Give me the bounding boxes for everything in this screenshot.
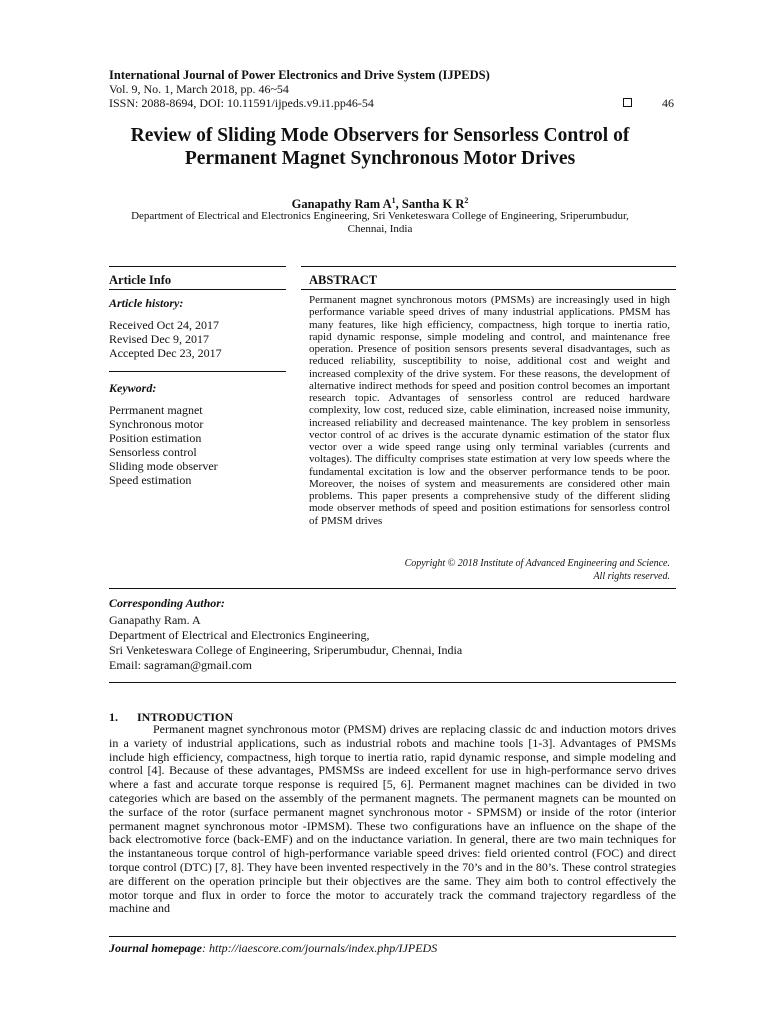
divider (301, 266, 676, 267)
keyword-item: Position estimation (109, 431, 202, 445)
author-1: Ganapathy Ram A (291, 197, 392, 212)
corresponding-dept: Department of Electrical and Electronics Engineering, (109, 628, 370, 642)
history-received: Received Oct 24, 2017 (109, 318, 219, 332)
divider (301, 289, 676, 290)
journal-issn-doi: ISSN: 2088-8694, DOI: 10.11591/ijpeds.v9.i1.pp46-54 (109, 96, 374, 110)
author-1-affil: 1 (391, 196, 396, 205)
author-separator: , (395, 197, 402, 212)
article-history-list (109, 318, 222, 360)
introduction-body (109, 723, 676, 916)
abstract-heading: ABSTRACT (309, 273, 378, 287)
journal-name: International Journal of Power Electronics and Drive System (IJPEDS) (109, 68, 490, 82)
corresponding-name: Ganapathy Ram. A (109, 613, 201, 627)
corresponding-author-heading: Corresponding Author: (109, 596, 225, 610)
journal-volume: Vol. 9, No. 1, March 2018, pp. 46~54 (109, 82, 289, 96)
divider (109, 588, 676, 589)
journal-homepage-link[interactable]: http://iaescore.com/journals/index.php/IJPEDS (209, 941, 438, 955)
keyword-item: Sliding mode observer (109, 459, 218, 473)
affiliation (110, 210, 650, 236)
author-2: Santha K R (401, 197, 465, 212)
corresponding-author-details (109, 613, 462, 673)
title-line-1: Review of Sliding Mode Observers for Sensorless Control of (130, 125, 630, 146)
footer-label: Journal homepage (109, 941, 203, 955)
affiliation-line-1: Department of Electrical and Electronics Engineering, Sri Venketeswara College of Engineering, Sriperumbudur, (131, 210, 629, 222)
corresponding-email[interactable]: Email: sagraman@gmail.com (109, 658, 253, 672)
footer (109, 941, 437, 956)
affiliation-line-2: Chennai, India (347, 223, 413, 235)
article-history-heading: Article history: (109, 296, 184, 310)
keyword-heading: Keyword: (109, 381, 157, 395)
introduction-paragraph: Permanent magnet synchronous motor (PMSM) drives are replacing classic dc and induction motors drives in a variety of industrial applications, such as industrial robots and machine tools [1-3]. Advantages of PMSMs include high efficiency, compactness, high torque to inertia ratio, rapid dynamic response, and simple modeling and control [4]. Because of these advantages, PMSMSs are indeed excellent for use in high-performance servo drives where a fast and accurate torque response is required [5, 6]. Permanent magnet machines can be divided in two categories which are based on the assembly of the permanent magnets. The permanent magnets can be mounted on the surface of the rotor (surface permanent magnet synchronous motor - SPMSM) or inside of the rotor (interior permanent magnet synchronous motor -IPMSM). These two configurations have an influence on the shape of the back electromotive force (back-EMF) and on the inductance variation. In general, there are two main techniques for the instantaneous torque control of high-performance variable speed drives: field oriented control (FOC) and direct torque control (DTC) [7, 8]. They have been invented respectively in the 70’s and in the 80’s. These control strategies are different on the operation principle but their objectives are the same. They aim both to control effectively the motor torque and flux in order to force the motor to accurately track the command trajectory regardless of the machine and (109, 722, 676, 916)
divider (109, 371, 286, 372)
paper-title (80, 124, 680, 170)
history-accepted: Accepted Dec 23, 2017 (109, 346, 222, 360)
page-number: 46 (662, 96, 674, 110)
square-bullet-icon (623, 98, 632, 107)
keyword-item: Sensorless control (109, 445, 197, 459)
section-number: 1. (109, 710, 118, 724)
divider (109, 682, 676, 683)
section-title: INTRODUCTION (137, 710, 234, 724)
abstract-text: Permanent magnet synchronous motors (PMSMs) are increasingly used in high performance variable speed drives of many industrial applications. PMSM has many features, like high efficiency, compactness, high torque to inertia ratio, rapid dynamic response, simple modeling and control, and maintenance free operation. Presence of position sensors presents several disadvantages, such as reduced reliability, susceptibility to noise, additional cost and weight and increased complexity of the drive system. For these reasons, the development of alternative indirect methods for speed and position control becomes an important research topic. Advantages of sensorless control are reduced hardware complexity, low cost, reduced size, cable elimination, increased noise immunity, increased reliability and decreased maintenance. The key problem in sensorless vector control of ac drives is the accurate dynamic estimation of the stator flux vector over a wide speed range using only terminal variables (currents and voltages). The difficulty comprises state estimation at very low speeds where the fundamental excitation is low and the observer performance tends to be poor. Moreover, the noises of system and measurements are considered other main problems. This paper presents a comprehensive study of the different sliding mode observer methods of speed and position estimations for sensorless control of PMSM drives (309, 294, 670, 527)
keyword-item: Perrmanent magnet (109, 403, 203, 417)
keyword-list (109, 403, 218, 487)
history-revised: Revised Dec 9, 2017 (109, 332, 209, 346)
keyword-item: Speed estimation (109, 473, 192, 487)
copyright (309, 557, 670, 583)
keyword-item: Synchronous motor (109, 417, 204, 431)
copyright-line-1: Copyright © 2018 Institute of Advanced Engineering and Science. (404, 558, 670, 569)
footer-divider (109, 936, 676, 937)
corresponding-college: Sri Venketeswara College of Engineering, Sriperumbudur, Chennai, India (109, 643, 463, 657)
divider (109, 289, 286, 290)
divider (109, 266, 286, 267)
copyright-line-2: All rights reserved. (593, 571, 670, 582)
footer-colon: : (202, 941, 210, 955)
author-2-affil: 2 (464, 196, 469, 205)
article-info-heading: Article Info (109, 273, 172, 287)
title-line-2: Permanent Magnet Synchronous Motor Drives (184, 148, 576, 169)
